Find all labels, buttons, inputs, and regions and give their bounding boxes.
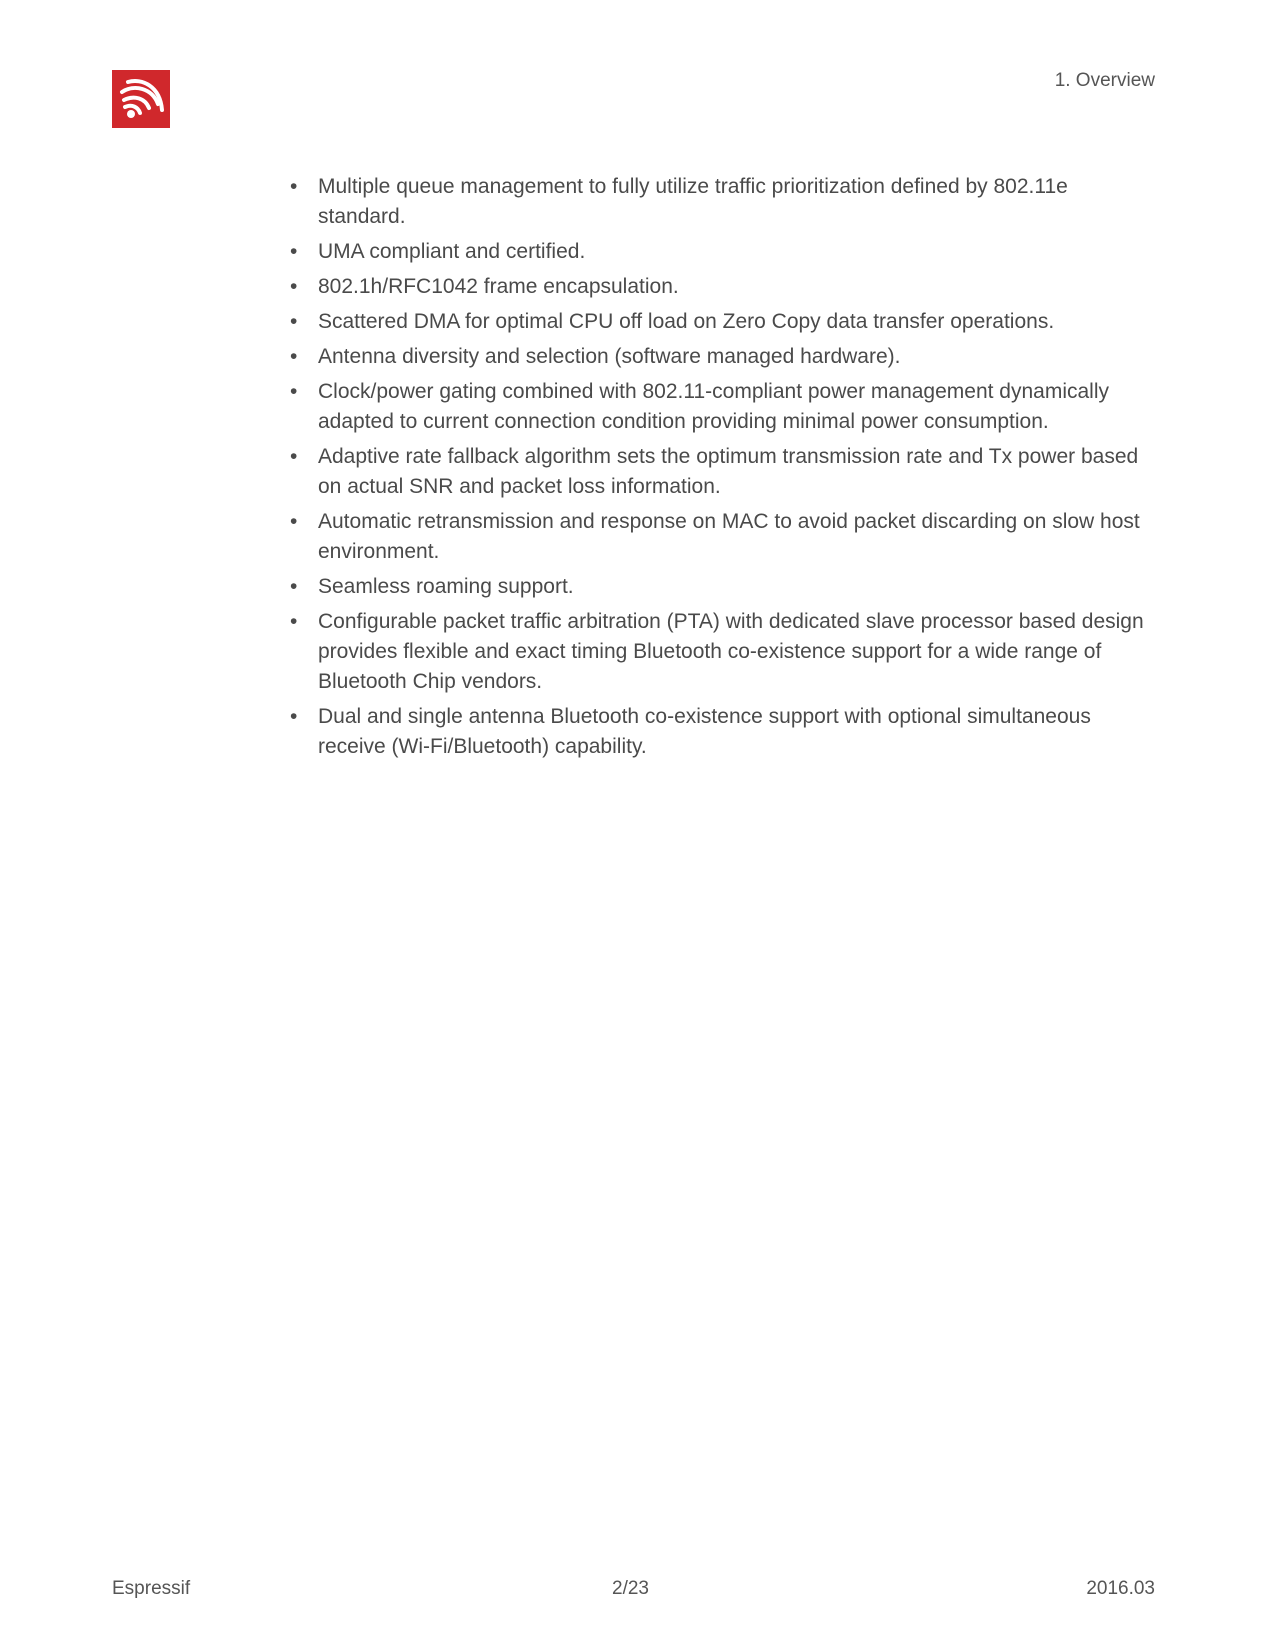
bullet-icon: •: [290, 345, 298, 368]
list-item-text: UMA compliant and certified.: [318, 240, 586, 263]
list-item: [290, 237, 1160, 267]
bullet-icon: •: [290, 175, 298, 198]
list-item: [290, 272, 1160, 302]
list-item-text: Dual and single antenna Bluetooth co-existence support with optional simultaneous receive (Wi-Fi/Bluetooth) capability.: [318, 705, 1091, 758]
list-item-text: Configurable packet traffic arbitration (PTA) with dedicated slave processor based design provides flexible and exact timing Bluetooth co-existence support for a wide range of Bluetooth Chip vendors.: [318, 610, 1144, 693]
bullet-icon: •: [290, 610, 298, 633]
bullet-icon: •: [290, 380, 298, 403]
list-item: [290, 607, 1160, 697]
section-title: 1. Overview: [1054, 70, 1155, 91]
bullet-icon: •: [290, 275, 298, 298]
list-item-text: 802.1h/RFC1042 frame encapsulation.: [318, 275, 679, 298]
footer-company: Espressif: [112, 1578, 191, 1599]
bullet-icon: •: [290, 575, 298, 598]
list-item-text: Adaptive rate fallback algorithm sets the optimum transmission rate and Tx power based on actual SNR and packet loss information.: [318, 445, 1139, 498]
list-item: [290, 342, 1160, 372]
bullet-icon: •: [290, 445, 298, 468]
feature-list-section: [290, 172, 1160, 767]
list-item-text: Scattered DMA for optimal CPU off load on Zero Copy data transfer operations.: [318, 310, 1055, 333]
list-item: [290, 572, 1160, 602]
list-item: [290, 442, 1160, 502]
list-item: [290, 307, 1160, 337]
bullet-icon: •: [290, 240, 298, 263]
list-item: [290, 702, 1160, 762]
bullet-icon: •: [290, 510, 298, 533]
footer-page-number: 2/23: [612, 1578, 649, 1599]
bullet-icon: •: [290, 705, 298, 728]
list-item-text: Antenna diversity and selection (software managed hardware).: [318, 345, 901, 368]
list-item-text: Seamless roaming support.: [318, 575, 574, 598]
list-item-text: Automatic retransmission and response on MAC to avoid packet discarding on slow host environment.: [318, 510, 1140, 563]
espressif-logo-icon: [112, 70, 170, 128]
list-item: [290, 377, 1160, 437]
feature-list: [290, 172, 1160, 762]
list-item: [290, 507, 1160, 567]
list-item-text: Multiple queue management to fully utilize traffic prioritization defined by 802.11e standard.: [318, 175, 1068, 228]
list-item: [290, 172, 1160, 232]
list-item-text: Clock/power gating combined with 802.11-compliant power management dynamically adapted to current connection condition providing minimal power consumption.: [318, 380, 1110, 433]
footer-date: 2016.03: [1086, 1578, 1155, 1599]
bullet-icon: •: [290, 310, 298, 333]
